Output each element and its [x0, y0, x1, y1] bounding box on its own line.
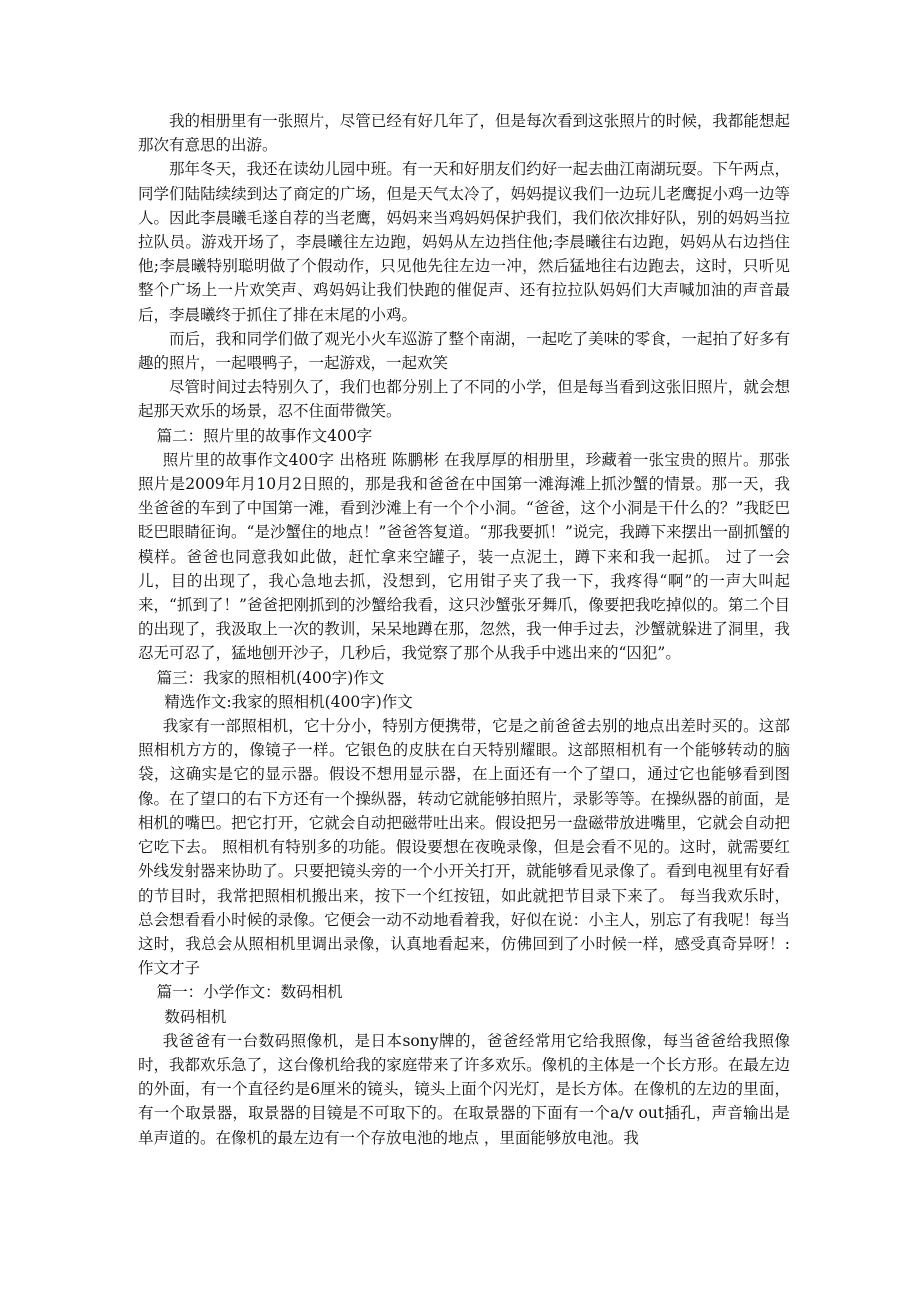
section-subheading-4: 数码相机: [164, 1007, 227, 1026]
paragraph-1: 我的相册里有一张照片，尽管已经有好几年了，但是每次看到这张照片的时候，我都能想起那次有意思的出游。: [138, 112, 790, 155]
document-page: [138, 109, 790, 1150]
paragraph-2: 那年冬天，我还在读幼儿园中班。有一天和好朋友们约好一起去曲江南湖玩耍。下午两点，同学们陆陆续续到达了商定的广场，但是天气太冷了，妈妈提议我们一边玩儿老鹰捉小鸡一边等人。因此李晨曦毛遂自荐的当老鹰，妈妈来当鸡妈妈保护我们，我们依次排好队，别的妈妈当拉拉队员。游戏开场了，李晨曦往左边跑，妈妈从左边挡住他;李晨曦往右边跑，妈妈从右边挡住他;李晨曦特别聪明做了个假动作，只见他先往左边一冲，然后猛地往右边跑去，这时，只听见整个广场上一片欢笑声、鸡妈妈让我们快跑的催促声、还有拉拉队妈妈们大声喊加油的声音最后，李晨曦终于抓住了排在末尾的小鸡。: [138, 160, 790, 324]
paragraph-7: 我爸爸有一台数码照像机，是日本sony牌的，爸爸经常用它给我照像，每当爸爸给我照像时，我都欢乐急了，这台像机给我的家庭带来了许多欢乐。像机的主体是一个长方形。在最左边的外面，有一个直径约是6厘米的镜头，镜头上面个闪光灯，是长方体。在像机的左边的里面，有一个取景器，取景器的目镜是不可取下的。在取景器的下面有一个a/v out插孔，声音输出是单声道的。在像机的最左边有一个存放电池的地点 ，里面能够放电池。我: [138, 1031, 790, 1147]
paragraph-3: 而后，我和同学们做了观光小火车巡游了整个南湖，一起吃了美味的零食，一起拍了好多有趣的照片，一起喂鸭子，一起游戏，一起欢笑: [138, 329, 790, 373]
section-subheading-3: 精选作文:我家的照相机(400字)作文: [164, 692, 413, 711]
section-heading-3: 篇三：我家的照相机(400字)作文: [156, 668, 385, 687]
section-heading-2: 篇二：照片里的故事作文400字: [156, 426, 373, 445]
paragraph-6: 我家有一部照相机，它十分小，特别方便携带，它是之前爸爸去别的地点出差时买的。这部照相机方方的，像镜子一样。它银色的皮肤在白天特别耀眼。这部照相机有一个能够转动的脑袋，这确实是它的显示器。假设不想用显示器，在上面还有一个了望口，通过它也能够看到图像。在了望口的右下方还有一个操纵器，转动它就能够拍照片，录影等等。在操纵器的前面，是相机的嘴巴。把它打开，它就会自动把磁带吐出来。假设把另一盘磁带放进嘴里，它就会自动把它吃下去。 照相机有特别多的功能。假设要想在夜晚录像，但是会看不见的。这时，就需要红外线发射器来协助了。只要把镜头旁的一个小开关打开，就能够看见录像了。看到电视里有好看的节目时，我常把照相机搬出来，按下一个红按钮，如此就把节目录下来了。 每当我欢乐时，总会想看看小时候的录像。它便会一动不动地看着我，好似在说：小主人，别忘了有我呢！每当这时，我总会从照相机里调出录像，认真地看起来，仿佛回到了小时候一样，感受真奇异呀！:作文才子: [138, 717, 790, 978]
paragraph-5: 照片里的故事作文400字 出格班 陈鹏彬 在我厚厚的相册里，珍藏着一张宝贵的照片。那张照片是2009年月10月2日照的，那是我和爸爸在中国第一滩海滩上抓沙蟹的情景。那一天，我坐爸爸的车到了中国第一滩，看到沙滩上有一个个小洞。“爸爸，这个小洞是干什么的？”我眨巴眨巴眼睛征询。“是沙蟹住的地点！”爸爸答复道。“那我要抓！”说完，我蹲下来摆出一副抓蟹的模样。爸爸也同意我如此做，赶忙拿来空罐子，装一点泥土，蹲下来和我一起抓。 过了一会儿，目的出现了，我心急地去抓，没想到，它用钳子夹了我一下，我疼得“啊”的一声大叫起来，“抓到了！”爸爸把刚抓到的沙蟹给我看，这只沙蟹张牙舞爪，像要把我吃掉似的。第二个目的出现了，我汲取上一次的教训，呆呆地蹲在那，忽然，我一伸手过去，沙蟹就躲进了洞里，我忍无可忍了，猛地刨开沙子，几秒后，我觉察了那个从我手中逃出来的“囚犯”。: [138, 450, 790, 663]
paragraph-4: 尽管时间过去特别久了，我们也都分别上了不同的小学，但是每当看到这张旧照片，就会想起那天欢乐的场景，忍不住面带微笑。: [138, 378, 790, 421]
section-heading-4: 篇一：小学作文：数码相机: [156, 983, 343, 1002]
